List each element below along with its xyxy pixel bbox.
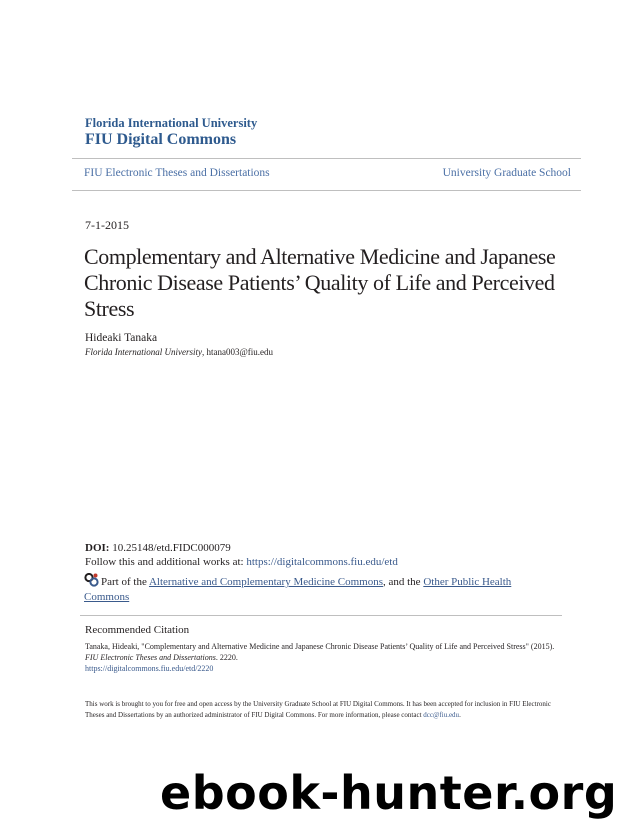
follow-url-link[interactable]: https://digitalcommons.fiu.edu/etd [246, 556, 398, 568]
citation-url-link[interactable]: https://digitalcommons.fiu.edu/etd/2220 [85, 664, 214, 673]
citation-heading: Recommended Citation [85, 624, 190, 636]
university-name: Florida International University [85, 116, 258, 130]
part-of-line [84, 573, 554, 605]
affiliation-name: Florida International University [85, 347, 202, 357]
citation-text [85, 641, 555, 674]
alt-medicine-commons-link[interactable]: Alternative and Complementary Medicine Commons [148, 576, 383, 588]
citation-series: FIU Electronic Theses and Dissertations [85, 653, 216, 662]
doi-value: 10.25148/etd.FIDC000079 [109, 542, 231, 554]
divider-top [72, 158, 581, 159]
network-commons-icon [84, 573, 99, 587]
follow-text: Follow this and additional works at: [85, 556, 247, 568]
doi-label: DOI: [85, 542, 110, 554]
footer-text: This work is brought to you for free and open access by the University Graduate School at FIU Digital Commons. It has been accepted for inclusion in FIU Electronic Theses and Dissertations by an authorized administrator of FIU Digital Commons. For more information, please contact [85, 700, 551, 719]
doi-line [85, 542, 231, 554]
public-health-commons-link[interactable]: Other Public Health Commons [84, 576, 512, 603]
publication-date: 7-1-2015 [85, 218, 129, 232]
and-the-text: , and the [382, 576, 424, 588]
part-of-text: Part of the [101, 576, 149, 588]
author-name: Hideaki Tanaka [85, 332, 158, 344]
repository-link[interactable]: FIU Digital Commons [85, 131, 237, 148]
author-email: , htana003@fiu.edu [202, 347, 274, 357]
paper-title[interactable]: Complementary and Alternative Medicine and Japanese Chronic Disease Patients’ Quality of Life and Perceived Stress [84, 244, 556, 321]
divider-bottom [72, 190, 581, 191]
author-affiliation [85, 347, 273, 357]
citation-body: Tanaka, Hideaki, "Complementary and Alternative Medicine and Japanese Chronic Disease Patients’ Quality of Life and Perceived Stress" (2015). [85, 642, 555, 651]
footer-end: . [459, 711, 461, 719]
citation-number: . 2220. [215, 653, 238, 662]
school-link[interactable]: University Graduate School [442, 167, 571, 179]
divider-citation [80, 615, 562, 616]
contact-email-link[interactable]: dcc@fiu.edu [423, 711, 460, 719]
access-footer [85, 699, 555, 721]
follow-line [85, 556, 398, 568]
collection-link[interactable]: FIU Electronic Theses and Dissertations [84, 167, 270, 179]
watermark-text: ebook-hunter.org [160, 766, 618, 820]
